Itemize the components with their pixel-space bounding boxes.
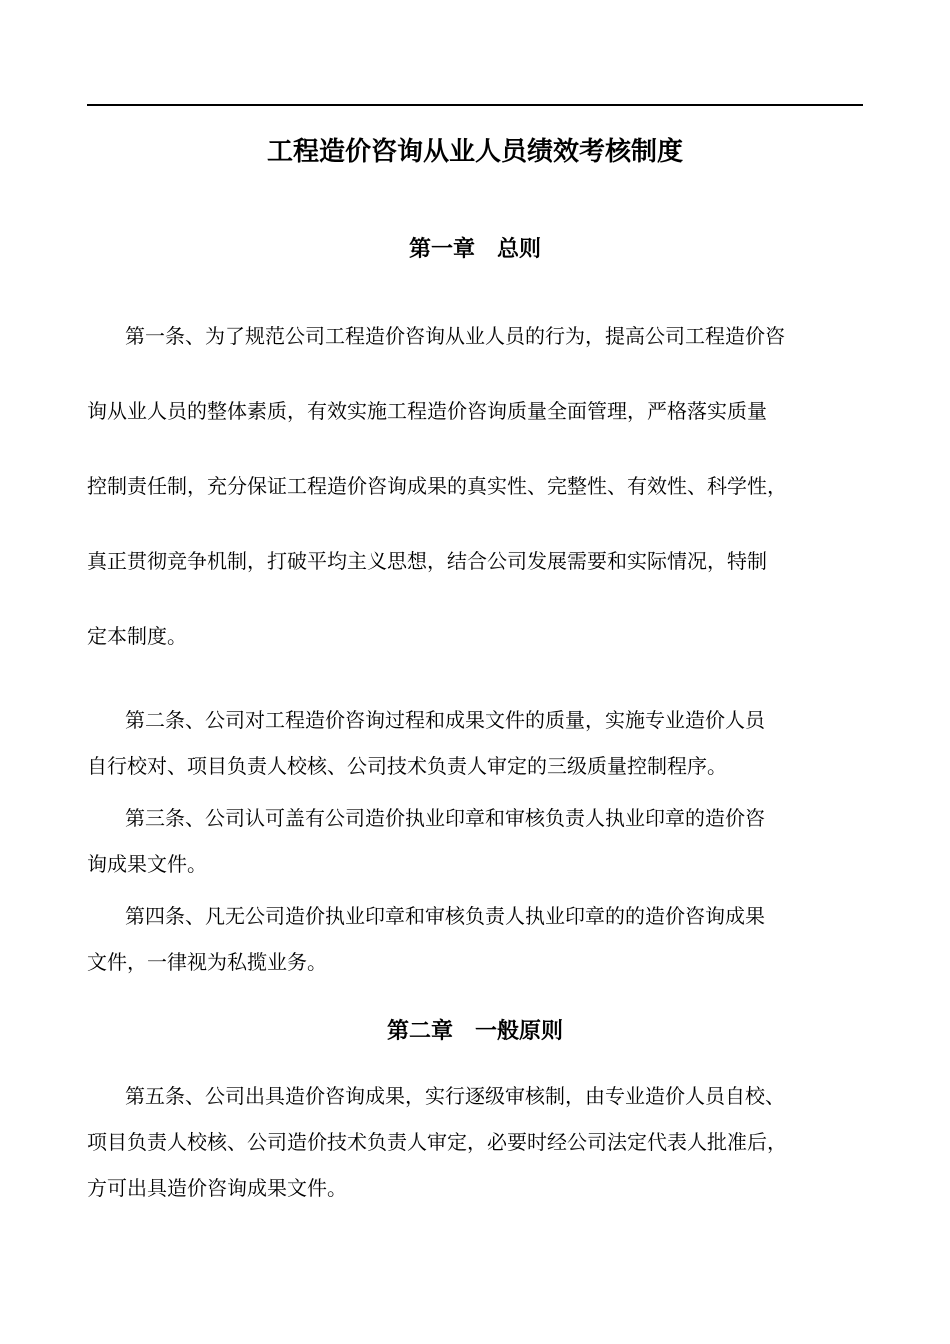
article-3-line: 询成果文件。 <box>87 852 207 876</box>
article-1-line: 询从业人员的整体素质，有效实施工程造价咨询质量全面管理，严格落实质量 <box>87 399 767 423</box>
article-5-line: 项目负责人校核、公司造价技术负责人审定，必要时经公司法定代表人批准后， <box>87 1130 787 1154</box>
article-2-line: 第二条、公司对工程造价咨询过程和成果文件的质量，实施专业造价人员 <box>125 708 765 732</box>
article-3-line: 第三条、公司认可盖有公司造价执业印章和审核负责人执业印章的造价咨 <box>125 806 765 830</box>
article-5-line: 方可出具造价咨询成果文件。 <box>87 1176 347 1200</box>
article-2-line: 自行校对、项目负责人校核、公司技术负责人审定的三级质量控制程序。 <box>87 754 727 778</box>
document-title: 工程造价咨询从业人员绩效考核制度 <box>266 137 683 167</box>
article-3-paragraph <box>87 798 867 890</box>
article-5-paragraph <box>87 1076 867 1214</box>
article-4-line: 文件，一律视为私揽业务。 <box>87 950 327 974</box>
chapter-2-heading: 第二章 一般原则 <box>386 1019 563 1044</box>
article-1-line: 第一条、为了规范公司工程造价咨询从业人员的行为，提高公司工程造价咨 <box>125 324 785 348</box>
article-4-line: 第四条、凡无公司造价执业印章和审核负责人执业印章的的造价咨询成果 <box>125 904 765 928</box>
header-rule <box>87 104 863 106</box>
article-2-paragraph <box>87 700 867 792</box>
chapter-1-heading: 第一章 总则 <box>408 237 541 262</box>
article-1-line: 真正贯彻竞争机制，打破平均主义思想，结合公司发展需要和实际情况，特制 <box>87 549 767 573</box>
article-4-paragraph <box>87 896 867 988</box>
article-5-line: 第五条、公司出具造价咨询成果，实行逐级审核制，由专业造价人员自校、 <box>125 1084 785 1108</box>
article-1-line: 定本制度。 <box>87 624 187 648</box>
article-1-line: 控制责任制，充分保证工程造价咨询成果的真实性、完整性、有效性、科学性， <box>87 474 787 498</box>
article-1-paragraph <box>87 316 867 691</box>
